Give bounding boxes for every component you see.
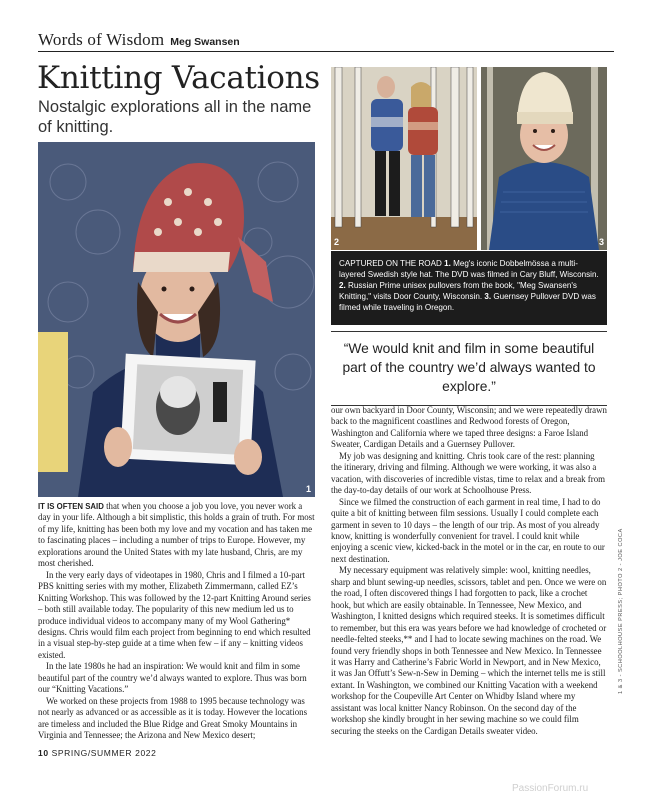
caption-label: CAPTURED ON THE ROAD — [339, 259, 442, 268]
body-column-right — [331, 405, 607, 737]
photo-number-2: 2 — [334, 237, 340, 247]
body-paragraph-5: My job was designing and knitting. Chris took care of the rest: planning the itinerary, driving and filming. Although we were working, it was also a vacation, with discoveries of incredible vistas, time to relax and a break from the day-to-day details of our work at Schoolhouse Press. — [331, 450, 606, 496]
caption-text-3: Guernsey Pullover DVD was filmed while traveling in Oregon. — [339, 292, 596, 312]
photo-child-guernsey — [481, 67, 607, 250]
photo-credit: 1 & 3 - SCHOOLHOUSE PRESS; PHOTO 2 - JOE COCA — [618, 528, 624, 694]
lead-in: IT IS OFTEN SAID — [38, 502, 104, 511]
body-paragraph-4-continued: our own backyard in Door County, Wisconsin; and we were repeatedly drawn back to the magnificent coastlines and Redwood forests of Oregon, Washington and California where we taped three designs: a Faroe Island Sweater, Cardigan Details and a Guernsey Pullover. — [331, 405, 607, 450]
caption-text-2: Russian Prime unisex pullovers from the book, "Meg Swansen's Knitting," visits Door County, Wisconsin. — [339, 281, 577, 301]
article-title: Knitting Vacations — [37, 60, 320, 96]
photo-woman-hat — [38, 142, 315, 497]
body-paragraph-1-text: that when you choose a job you love, you never work a day in your life. Although a bit simplistic, this holds a grain of truth. For most of my life, knitting has been both my love and my vocation and has taken me to fascinating places – including a number of trips to Europe. However, my explorations around the United States with my late husband, Chris, are my most cherished. — [38, 501, 315, 569]
issue-label: SPRING/SUMMER 2022 — [51, 748, 157, 758]
pull-quote: “We would knit and film in some beautiful part of the country we’d always wanted to explore.” — [331, 331, 607, 406]
photo-number-3: 3 — [598, 237, 604, 247]
body-paragraph-2: In the very early days of videotapes in 1980, Chris and I filmed a 10-part PBS knitting series with my mother, Elizabeth Zimmermann, called EZ’s Knitting Workshop. This was followed by the 12-part Knitting Around series – both still available today. The popularity of this new medium led us to produce individual videos to accompany many of my Wool Gathering* designs. Chris would film each project from beginning to end which resulted in a visual step-by-step guide at a time when few – if any – knitting videos existed. — [38, 569, 311, 660]
column-author: Meg Swansen — [170, 36, 240, 48]
article-subtitle: Nostalgic explorations all in the name of knitting. — [38, 98, 312, 136]
body-paragraph-7: My necessary equipment was relatively simple: wool, knitting needles, sharp and blunt sewing-up needles, scissors, tablet and pen. Once we were on the road, I often discovered things I had forgotten to pack, like a crochet hook, but which are easily obtainable. In Tennessee, New Mexico, and Washington, I knitted designs which required steeks. It is sometimes difficult to remember, but this era was years before we had knowledge of crocheted or needle-felted steeks,** and I had to locate sewing machines on the road. We found very friendly shops in both Tennessee and New Mexico. In Tennessee it was Harry and Catherine’s Fabric World in Newport, and in New Mexico, it was Jan Offutt’s Sew-n-Sew in Deming – which the internet tells me is still extant. In Washington, we combined our Knitting Vacation with a weekend workshop for the Coupeville Art Center on Whidby Island where my assistant was local knitter Nancy Robinson. On the second day of the workshop she kindly brought in her sewing machine so we could film securing the steeks on the Cardigan Details sweater video. — [331, 565, 607, 736]
body-paragraph-6: Since we filmed the construction of each garment in real time, I had to do quite a bit of knitting between film sessions. Usually I could complete each garment in seven to 10 days – the length of our trip. As most of you already know, knitting is wonderfully convenient for travel. I could knit while enjoying a scenic view, kicked-back in the motel or in the car, en route to our next destination. — [331, 496, 605, 564]
photo-number-1: 1 — [305, 484, 311, 494]
column-header — [38, 30, 614, 52]
column-name: Words of Wisdom — [38, 30, 165, 49]
caption-text-1: Meg's iconic Dobbelmössa a multi-layered Swedish style hat. The DVD was filmed in Cary Bluff, Wisconsin. — [339, 259, 599, 279]
page-footer — [38, 748, 156, 758]
caption-num-2: 2. — [339, 281, 346, 290]
caption-num-1: 1. — [444, 259, 451, 268]
body-column-left — [38, 501, 315, 742]
body-paragraph-4: We worked on these projects from 1988 to 1995 because technology was not nearly as advanced or as accessible as it is today. However the locations are timeless and included the Blue Ridge and Great Smoky Mountains in Virginia and Tennessee; the Arizona and New Mexico desert; — [38, 695, 308, 741]
body-paragraph-3: In the late 1980s he had an inspiration: We would knit and film in some beautiful part of the country we’d always wanted to explore. Thus was born our “Knitting Vacations.” — [38, 661, 307, 695]
photo-couple-forest — [331, 67, 477, 250]
photo-caption — [331, 251, 607, 325]
body-paragraph-1 — [38, 501, 315, 570]
caption-num-3: 3. — [484, 292, 492, 301]
watermark: PassionForum.ru — [512, 783, 589, 794]
page-number: 10 — [38, 748, 49, 758]
